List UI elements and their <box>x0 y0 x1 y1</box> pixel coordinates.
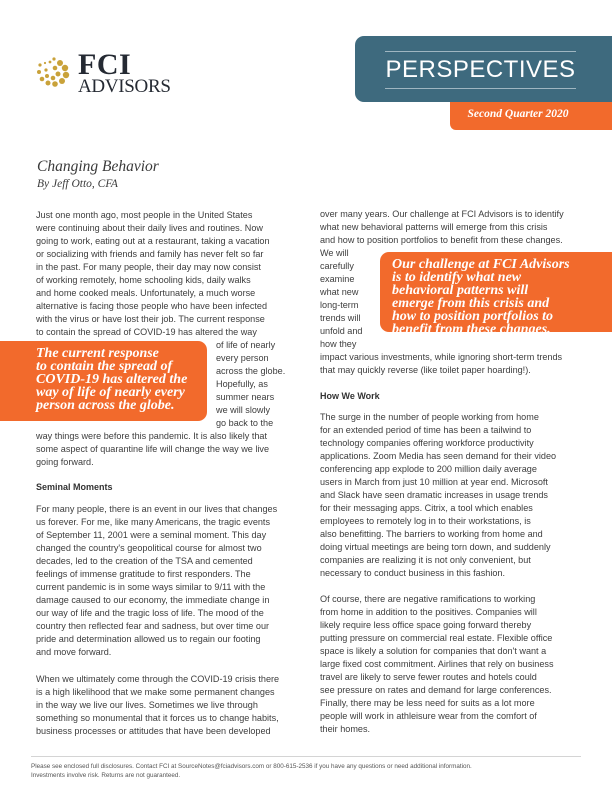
col2-after-text <box>320 351 562 377</box>
pull-quote-2 <box>380 252 612 337</box>
text-line: technology companies offering workforce productivity <box>320 438 534 448</box>
perspectives-title: PERSPECTIVES <box>385 56 576 83</box>
text-line: of life of nearly <box>216 340 276 350</box>
text-line: over many years. Our challenge at FCI Advisors is to identify <box>320 209 564 219</box>
seminal-paragraph-1 <box>36 503 277 659</box>
col2-intro-text <box>320 208 564 247</box>
text-line: business processes or attitudes that have been developed <box>36 726 271 736</box>
col1-intro-paragraph <box>36 209 270 339</box>
text-line: also benefitting. The barriers to working from home and <box>320 529 543 539</box>
text-line: Our challenge at FCI Advisors <box>392 257 570 272</box>
seminal-paragraph-2 <box>36 673 279 738</box>
text-line: their homes. <box>320 724 371 734</box>
text-line: The current response <box>36 346 159 361</box>
text-line: trends will <box>320 313 361 323</box>
text-line: unfold and <box>320 326 363 336</box>
text-line: necessary to conduct business in this fashion. <box>320 568 506 578</box>
text-line: COVID-19 has altered the <box>36 372 188 387</box>
text-line: carefully <box>320 261 354 271</box>
text-line: people will work in athleisure wear from the comfort of <box>320 711 537 721</box>
text-line: long-term <box>320 300 359 310</box>
text-line: every person <box>216 353 269 363</box>
text-line: pride and determination allowed us to regain our footing <box>36 634 261 644</box>
text-line: decades, led to the creation of the TSA and cemented <box>36 556 253 566</box>
text-line: and how to position portfolios to benefit from these changes. <box>320 235 563 245</box>
footer-line-1: Please see enclosed full disclosures. Contact FCI at SourceNotes@fciadvisors.com or 800-615-2536 if you have any questions or need additional information. <box>31 763 472 770</box>
how-we-work-paragraph-2 <box>320 593 554 736</box>
text-line: see pressure on rates and demand for large conferences. <box>320 685 552 695</box>
logo-fci-text: FCI <box>78 48 132 81</box>
text-line: applications. Zoom Media has seen demand for their video <box>320 451 557 461</box>
text-line: were continuing about their daily lives and routines. Now <box>36 223 263 233</box>
text-line: way of life of nearly every <box>36 385 185 400</box>
text-line: behavioral patterns will <box>392 283 529 298</box>
text-line: We will <box>320 248 349 258</box>
text-line: conferencing app explode to 200 million daily average <box>320 464 537 474</box>
perspectives-title-frame <box>385 51 576 89</box>
logo-advisors-text: ADVISORS <box>78 76 171 97</box>
heading-seminal-moments: Seminal Moments <box>36 482 113 492</box>
text-line: For many people, there is an event in our lives that changes <box>36 504 278 514</box>
perspectives-banner <box>355 36 612 102</box>
text-line: likely require less office space going forward thereby <box>320 620 532 630</box>
text-line: for an extended period of time has been a tailwind to <box>320 425 532 435</box>
globe-dots-icon <box>36 54 70 88</box>
text-line: is a high likelihood that we make some permanent changes <box>36 687 275 697</box>
text-line: and Slack have seen dramatic increases in usage trends <box>320 490 548 500</box>
text-line: country then reflected fear and sadness, but over time our <box>36 621 270 631</box>
text-line: alternative is facing those people who have been infected <box>36 301 268 311</box>
text-line: across the globe. <box>216 366 286 376</box>
text-line: we will slowly <box>216 405 271 415</box>
how-we-work-paragraph-1 <box>320 411 556 580</box>
col2-wrap-text <box>320 247 362 351</box>
text-line: changed the country's geopolitical course for almost two <box>36 543 262 553</box>
fci-advisors-logo <box>36 48 196 97</box>
text-line: The surge in the number of people working from home <box>320 412 539 422</box>
text-line: going to work, eating out at a restaurant, taking a vacation <box>36 236 270 246</box>
text-line: When we ultimately come through the COVID-19 crisis there <box>36 674 280 684</box>
text-line: with the virus or have lost their job. The current response <box>36 314 265 324</box>
text-line: summer nears <box>216 392 275 402</box>
text-line: in the past. For many people, their day may now consist <box>36 262 261 272</box>
text-line: of working remotely, home schooling kids, daily walks <box>36 275 251 285</box>
text-line: in the way we live our lives. Sometimes we live through <box>36 700 258 710</box>
text-line: how to position portfolios to <box>392 309 554 324</box>
text-line: to contain the spread of COVID-19 has altered the way <box>36 327 257 337</box>
article-byline: By Jeff Otto, CFA <box>37 178 118 190</box>
text-line: is to identify what new <box>392 270 522 285</box>
text-line: going forward. <box>36 457 94 467</box>
text-line: way things were before this pandemic. It is also likely that <box>36 431 267 441</box>
pull-quote-1 <box>0 341 207 421</box>
text-line: putting pressure on commercial real estate. Flexible office <box>320 633 553 643</box>
text-line: impact various investments, while ignoring short-term trends <box>320 352 563 362</box>
text-line: damage caused to our economy, the immediate change in <box>36 595 270 605</box>
text-line: feelings of immense gratitude to first responders. The <box>36 569 251 579</box>
text-line: Finally, there may be less need for suits as a lot more <box>320 698 535 708</box>
text-line: emerge from this crisis and <box>392 296 550 311</box>
pull-quote-1-text <box>36 347 206 412</box>
footer-disclosure <box>31 762 472 780</box>
text-line: or socializing with friends and family has never felt so far <box>36 249 264 259</box>
text-line: space is likely a solution for companies that don't want a <box>320 646 547 656</box>
text-line: and move forward. <box>36 647 112 657</box>
footer-line-2: Investments involve risk. Returns are not guaranteed. <box>31 772 181 779</box>
text-line: what new <box>320 287 359 297</box>
text-line: go back to the <box>216 418 274 428</box>
text-line: benefit from these changes. <box>392 322 551 337</box>
text-line: what new behavioral patterns will emerge from this crisis <box>320 222 548 232</box>
text-line: Hopefully, as <box>216 379 268 389</box>
col1-wrap-text <box>216 339 285 430</box>
text-line: current pandemic is in some ways similar to 9/11 with the <box>36 582 266 592</box>
heading-how-we-work: How We Work <box>320 391 380 401</box>
text-line: travel are likely to serve fewer routes and hotels could <box>320 672 537 682</box>
text-line: users in March from just 10 million at year end. Microsoft <box>320 477 548 487</box>
text-line: us forever. For me, like many Americans, the tragic events <box>36 517 271 527</box>
text-line: Just one month ago, most people in the United States <box>36 210 253 220</box>
text-line: and home cooked meals. Unfortunately, a much worse <box>36 288 256 298</box>
text-line: that may quickly reverse (like toilet paper hoarding!). <box>320 365 531 375</box>
text-line: from home in addition to the positives. Companies will <box>320 607 537 617</box>
text-line: person across the globe. <box>36 398 175 413</box>
text-line: employees to remotely log in to their workstations, is <box>320 516 531 526</box>
text-line: for their messaging apps. Citrix, a tool which enables <box>320 503 533 513</box>
text-line: of September 11, 2001 were a seminal moment. This day <box>36 530 267 540</box>
text-line: Of course, there are negative ramifications to working <box>320 594 536 604</box>
text-line: our way of life and the tragic loss of life. The mood of the <box>36 608 264 618</box>
pull-quote-2-text <box>392 258 610 336</box>
text-line: something so monumental that it forces us to change habits, <box>36 713 279 723</box>
text-line: examine <box>320 274 355 284</box>
col1-after-text <box>36 430 269 469</box>
quarter-tag <box>450 102 612 130</box>
footer-divider <box>31 756 581 757</box>
text-line: companies are realizing it is not only convenient, but <box>320 555 531 565</box>
text-line: to contain the spread of <box>36 359 173 374</box>
text-line: some aspect of quarantine life will change the way we live <box>36 444 270 454</box>
text-line: how they <box>320 339 357 349</box>
text-line: doing virtual meetings are being torn down, and suddenly <box>320 542 551 552</box>
article-title: Changing Behavior <box>37 158 159 175</box>
quarter-label: Second Quarter 2020 <box>467 108 569 120</box>
text-line: large fixed cost commitment. Airlines that rely on business <box>320 659 554 669</box>
